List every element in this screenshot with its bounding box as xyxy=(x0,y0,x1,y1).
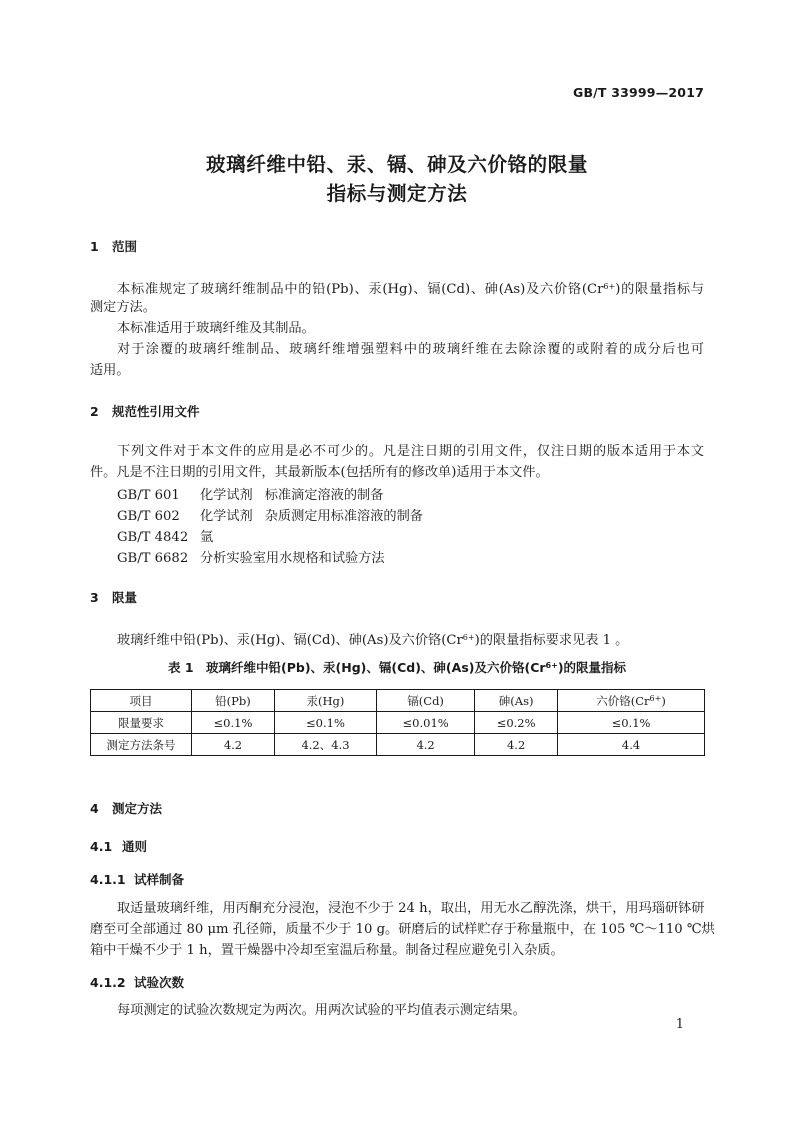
table-cell: 4.2 xyxy=(192,734,275,756)
table-cell: ≤0.1% xyxy=(558,712,705,734)
section-number: 4.1.2 xyxy=(90,975,126,990)
section-number: 4 xyxy=(90,801,99,816)
document-title-line2: 指标与测定方法 xyxy=(326,182,468,205)
section-number: 1 xyxy=(90,239,99,254)
reference-code: GB/T 602 xyxy=(117,509,180,524)
section-3-heading xyxy=(90,588,137,606)
text-run: 玻璃纤维中铅(Pb)、汞(Hg)、镉(Cd)、砷(As)及六价铬(Cr xyxy=(117,633,463,648)
reference-title: 氩 xyxy=(200,530,214,545)
table-cell: 4.4 xyxy=(558,734,705,756)
superscript: 6+ xyxy=(603,282,616,291)
text-run: ) xyxy=(661,693,666,708)
header-cell: 汞(Hg) xyxy=(274,690,376,712)
table-caption xyxy=(0,658,794,676)
reference-item xyxy=(117,547,385,566)
text-run: )的限量指标与 xyxy=(615,282,704,297)
paragraph-continuation: 箱中干燥不少于 1 h，置干燥器中冷却至室温后称量。制备过程应避免引入杂质。 xyxy=(90,943,564,958)
section-title: 通则 xyxy=(122,839,148,854)
reference-title: 分析实验室用水规格和试验方法 xyxy=(200,551,385,566)
section-number: 2 xyxy=(90,404,99,419)
limits-table xyxy=(90,689,705,756)
paragraph-continuation: 磨至可全部通过 80 μm 孔径筛，质量不少于 10 g。研磨后的试样贮存于称量瓶中，在 105 ℃～110 ℃烘 xyxy=(90,922,715,937)
page-number: 1 xyxy=(675,1017,684,1032)
paragraph-continuation: 适用。 xyxy=(90,363,130,378)
section-4-heading xyxy=(90,799,162,817)
table-cell: ≤0.2% xyxy=(475,712,558,734)
header-cell: 砷(As) xyxy=(475,690,558,712)
section-title: 规范性引用文件 xyxy=(112,404,200,419)
paragraph: 取适量玻璃纤维，用丙酮充分浸泡，浸泡不少于 24 h，取出，用无水乙醇洗涤，烘干，用玛瑙研钵研 xyxy=(117,901,705,916)
section-2-heading xyxy=(90,402,200,420)
table-row xyxy=(91,712,705,734)
section-number: 4.1 xyxy=(90,839,113,854)
reference-item xyxy=(117,484,383,503)
section-title: 试样制备 xyxy=(134,872,185,887)
section-title: 范围 xyxy=(112,239,138,254)
paragraph-continuation: 测定方法。 xyxy=(90,300,156,315)
text-run: )的限量指标 xyxy=(557,660,627,675)
header-cell: 铅(Pb) xyxy=(192,690,275,712)
table-cell: 测定方法条号 xyxy=(91,734,192,756)
text-run: 本标准规定了玻璃纤维制品中的铅(Pb)、汞(Hg)、镉(Cd)、砷(As)及六价铬(Cr xyxy=(117,282,604,297)
text-run: 表 1 玻璃纤维中铅(Pb)、汞(Hg)、镉(Cd)、砷(As)及六价铬(Cr xyxy=(167,660,546,675)
superscript: 6+ xyxy=(545,661,558,670)
table-cell: 4.2、4.3 xyxy=(274,734,376,756)
text-run: )的限量指标要求见表 1 。 xyxy=(474,633,629,648)
reference-subtitle: 标准滴定溶液的制备 xyxy=(264,488,384,503)
paragraph: 对于涂覆的玻璃纤维制品、玻璃纤维增强塑料中的玻璃纤维在去除涂覆的或附着的成分后也可 xyxy=(117,342,704,357)
table-cell: ≤0.1% xyxy=(274,712,376,734)
paragraph: 下列文件对于本文件的应用是必不可少的。凡是注日期的引用文件，仅注日期的版本适用于本文 xyxy=(117,444,704,459)
reference-title: 化学试剂 xyxy=(200,488,253,503)
table-cell: 4.2 xyxy=(475,734,558,756)
paragraph xyxy=(90,627,704,651)
superscript: 6+ xyxy=(649,693,662,703)
section-title: 限量 xyxy=(112,590,138,605)
reference-code: GB/T 601 xyxy=(117,488,180,503)
header-cell: 镉(Cd) xyxy=(377,690,475,712)
reference-title: 化学试剂 xyxy=(200,509,253,524)
header-cell xyxy=(558,690,705,712)
subsection-4-1-2-heading xyxy=(90,973,184,991)
section-1-heading xyxy=(90,237,137,255)
subsection-4-1-heading xyxy=(90,837,147,855)
text-run: 六价铬(Cr xyxy=(596,693,650,708)
section-number: 4.1.1 xyxy=(90,872,126,887)
standard-number: GB/T 33999—2017 xyxy=(572,85,704,100)
paragraph: 每项测定的试验次数规定为两次。用两次试验的平均值表示测定结果。 xyxy=(117,1003,526,1018)
section-title: 测定方法 xyxy=(112,801,163,816)
section-title: 试验次数 xyxy=(134,975,185,990)
reference-subtitle: 杂质测定用标准溶液的制备 xyxy=(264,509,423,524)
reference-item xyxy=(117,505,423,524)
header-cell: 项目 xyxy=(91,690,192,712)
table-header-row xyxy=(91,690,705,712)
subsection-4-1-1-heading xyxy=(90,870,184,888)
paragraph-continuation: 件。凡是不注日期的引用文件，其最新版本(包括所有的修改单)适用于本文件。 xyxy=(90,465,549,480)
reference-code: GB/T 6682 xyxy=(117,551,189,566)
table-row xyxy=(91,734,705,756)
document-title-line1: 玻璃纤维中铅、汞、镉、砷及六价铬的限量 xyxy=(206,153,588,176)
paragraph: 本标准适用于玻璃纤维及其制品。 xyxy=(117,321,315,336)
reference-code: GB/T 4842 xyxy=(117,530,189,545)
reference-item xyxy=(117,526,213,545)
table-cell: 4.2 xyxy=(377,734,475,756)
superscript: 6+ xyxy=(462,633,475,642)
section-number: 3 xyxy=(90,590,99,605)
table-cell: ≤0.1% xyxy=(192,712,275,734)
table-cell: 限量要求 xyxy=(91,712,192,734)
table-cell: ≤0.01% xyxy=(377,712,475,734)
